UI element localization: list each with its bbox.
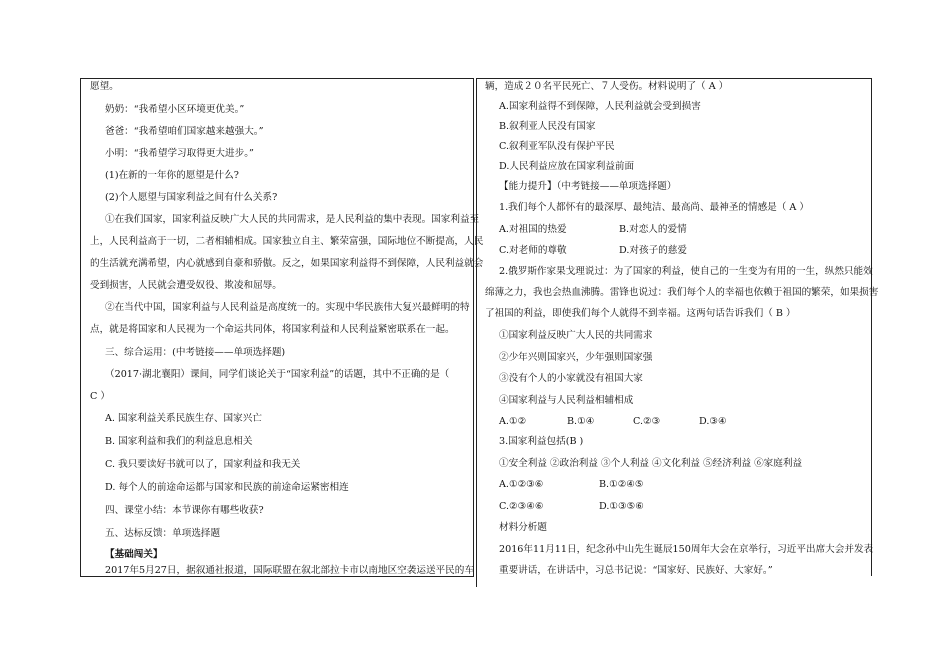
question-1: 1.我们每个人都怀有的最深厚、最纯洁、最高尚、最神圣的情感是（ A ） [499, 202, 809, 213]
option-c: C.②③④⑥ [499, 501, 544, 512]
question-stem: （2017·湖北襄阳）课间，同学们谈论关于“国家利益”的话题，其中不正确的是（ [105, 369, 450, 380]
option-c: C. 我只要读好书就可以了，国家利益和我无关 [105, 459, 301, 470]
text-line: 点，就是将国家和人民视为一个命运共同体，将国家利益和人民利益紧密联系在一起。 [90, 324, 455, 335]
text-line: 绵薄之力，我也会热血沸腾。雷锋也说过：我们每个人的幸福也依赖于祖国的繁荣，如果损害 [485, 287, 879, 298]
option-a: A.①②③⑥ [499, 479, 544, 490]
answer-mark: C ） [90, 391, 110, 402]
text-line: 重要讲话，在讲话中，习总书记说：“国家好、民族好、大家好。” [499, 565, 773, 576]
option-a: A.对祖国的热爱 [499, 224, 567, 235]
text-line: 2016年11月11日，纪念孙中山先生诞辰150周年大会在京举行，习近平出席大会并发表 [499, 544, 874, 555]
statement-4: ④国家利益与人民利益相辅相成 [499, 395, 634, 406]
subsection-heading: 【基础闯关】 [105, 549, 163, 560]
option-b: B.①②④⑤ [599, 479, 644, 490]
option-c: C.叙利亚军队没有保护平民 [499, 141, 615, 152]
question-2: (2)个人愿望与国家利益之间有什么关系? [105, 192, 278, 203]
option-c: C.对老师的尊敬 [499, 245, 567, 256]
question-2: 2.俄罗斯作家果戈理说过：为了国家的利益，使自己的一生变为有用的一生，纵然只能效 [499, 266, 873, 277]
option-d: D.①③⑤⑥ [599, 501, 644, 512]
item-list: ①安全利益 ②政治利益 ③个人利益 ④文化利益 ⑤经济利益 ⑥家庭利益 [499, 458, 803, 469]
answer-paragraph: ①在我们国家，国家利益反映广大人民的共同需求，是人民利益的集中表现。国家利益至 [105, 214, 480, 225]
subsection-heading: 【能力提升】（中考链接——单项选择题） [499, 181, 677, 192]
option-d: D.人民利益应放在国家利益前面 [499, 161, 635, 172]
text-line: 的生活就充满希望，内心就感到自豪和骄傲。反之，如果国家利益得不到保障，人民利益就会 [90, 258, 484, 269]
subsection-heading: 材料分析题 [499, 522, 547, 533]
text-line: 了祖国的利益，即使我们每个人就得不到幸福。这两句话告诉我们（ B ） [485, 308, 796, 319]
option-c: C.②③ [633, 416, 661, 427]
text-line: 受到损害，人民就会遭受奴役、欺凌和屈辱。 [90, 280, 282, 291]
question-1: (1)在新的一年你的愿望是什么? [105, 170, 239, 181]
text-line: 上，人民利益高于一切，二者相辅相成。国家独立自主、繁荣富强，国际地位不断提高，人民 [90, 236, 484, 247]
left-column [80, 78, 484, 577]
text-line: 爸爸：“我希望咱们国家越来越强大。” [105, 126, 264, 137]
statement-3: ③没有个人的小家就没有祖国大家 [499, 373, 643, 384]
statement-2: ②少年兴则国家兴，少年强则国家强 [499, 352, 653, 363]
question-3: 3.国家利益包括(B ) [499, 436, 584, 447]
text-line: 辆，造成２０名平民死亡、７人受伤。材料说明了（ A ） [485, 81, 729, 92]
statement-1: ①国家利益反映广大人民的共同需求 [499, 330, 653, 341]
text-line: 奶奶：“我希望小区环境更优美。” [105, 104, 245, 115]
section-heading: 四、课堂小结：本节课你有哪些收获? [105, 505, 264, 516]
option-b: B.叙利亚人民没有国家 [499, 121, 596, 132]
option-a: A.①② [499, 416, 527, 427]
option-a: A.国家利益得不到保障，人民利益就会受到损害 [499, 101, 701, 112]
right-column [476, 78, 879, 576]
option-b: B.①④ [567, 416, 595, 427]
option-a: A. 国家利益关系民族生存、国家兴亡 [105, 413, 262, 424]
option-b: B.对恋人的爱情 [619, 224, 687, 235]
column-rule [476, 575, 477, 587]
option-d: D.对孩子的慈爱 [619, 245, 687, 256]
text-line: 小明：“我希望学习取得更大进步。” [105, 148, 254, 159]
answer-paragraph: ②在当代中国，国家利益与人民利益是高度统一的。实现中华民族伟大复兴最鲜明的特 [105, 302, 470, 313]
text-line: 愿望。 [90, 81, 119, 92]
option-d: D. 每个人的前途命运都与国家和民族的前途命运紧密相连 [105, 482, 349, 493]
section-heading: 三、综合运用：(中考链接——单项选择题) [105, 347, 286, 358]
option-d: D.③④ [699, 416, 727, 427]
option-b: B. 国家利益和我们的利益息息相关 [105, 436, 253, 447]
text-line: 2017年5月27日，据叙通社报道，国际联盟在叙北部拉卡市以南地区空袭运送平民的车 [105, 565, 474, 576]
section-heading: 五、达标反馈：单项选择题 [105, 528, 221, 539]
